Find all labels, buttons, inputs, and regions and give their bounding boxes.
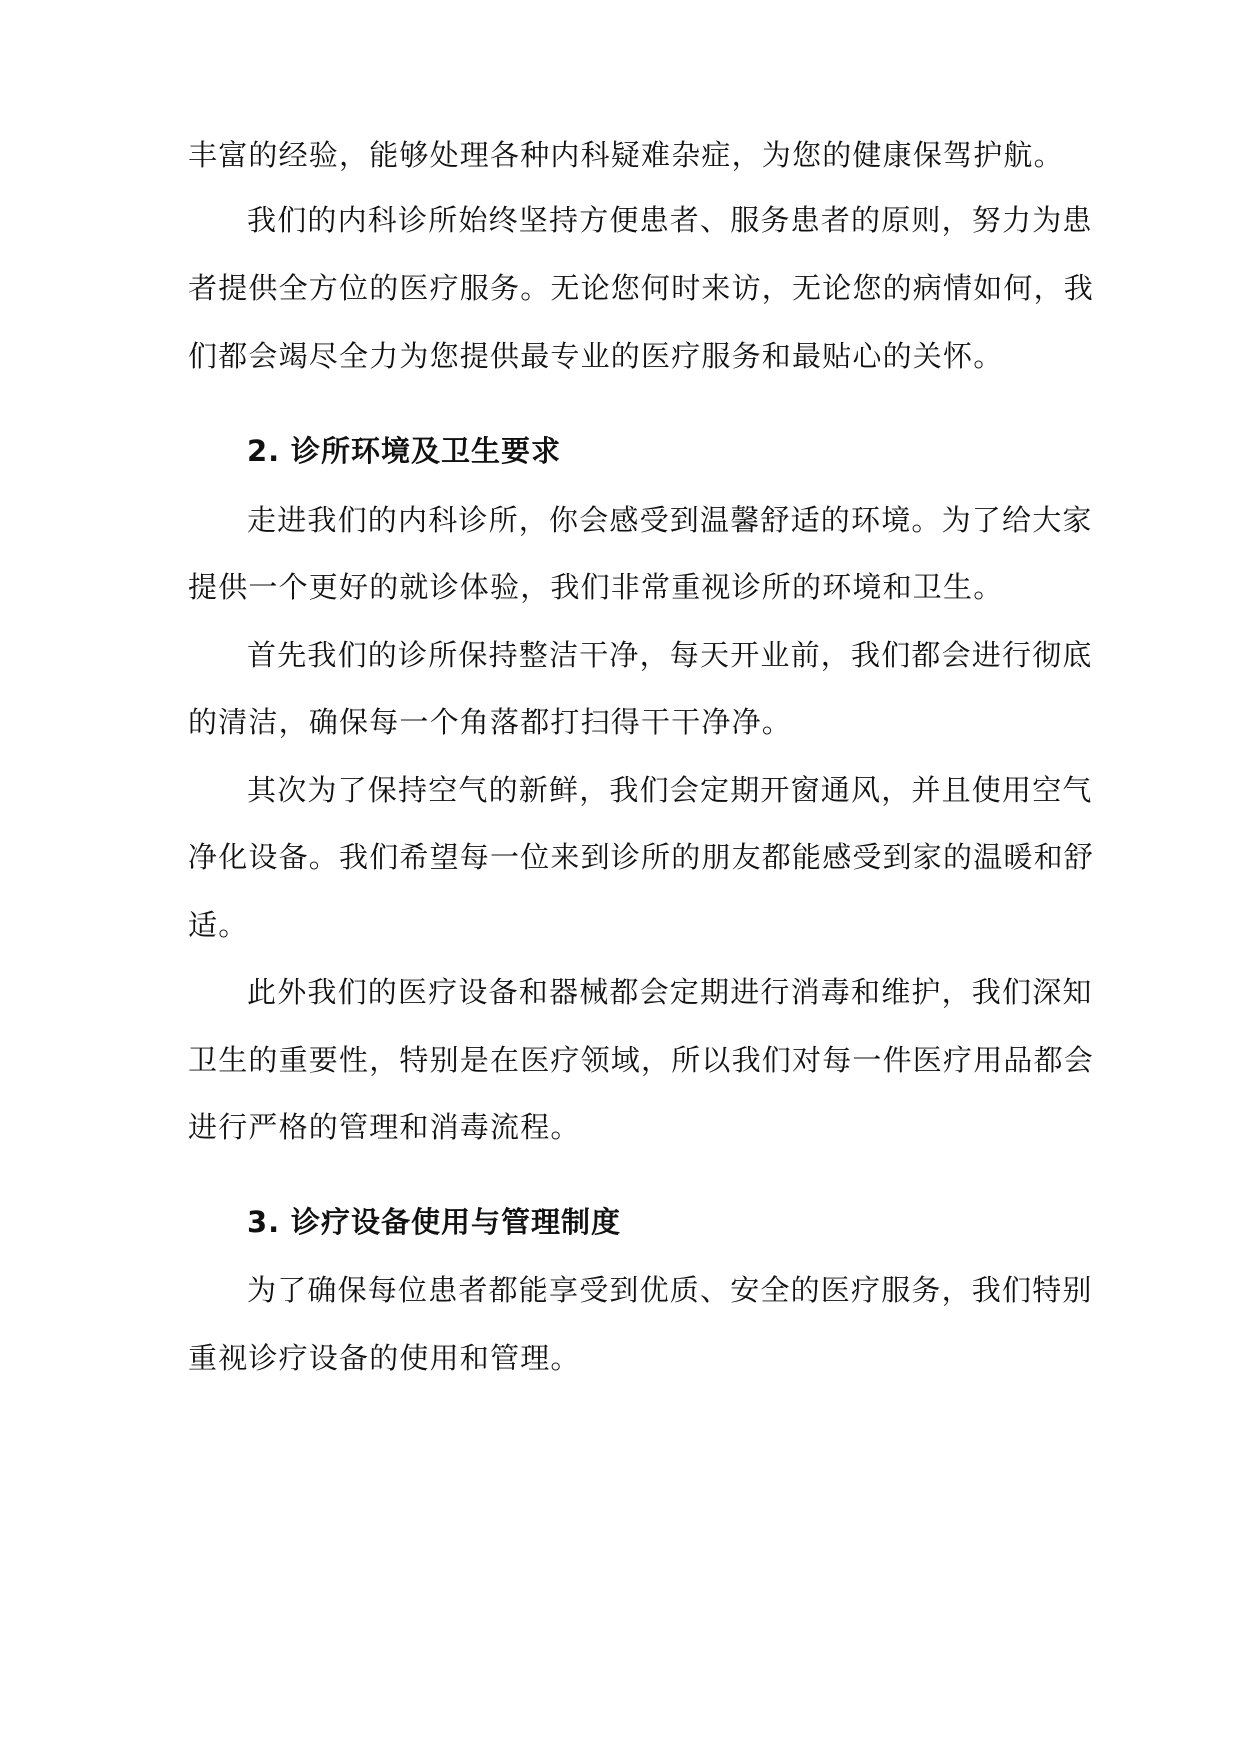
paragraph-line: 为了确保每位患者都能享受到优质、安全的医疗服务，我们特别	[247, 1273, 1093, 1307]
paragraph-line: 适。	[188, 908, 249, 942]
paragraph-line: 者提供全方位的医疗服务。无论您何时来访，无论您的病情如何，我	[188, 271, 1095, 305]
section-heading	[247, 431, 561, 471]
paragraph-line: 进行严格的管理和消毒流程。	[188, 1110, 581, 1144]
section-number: 2.	[247, 434, 281, 468]
paragraph-line: 丰富的经验，能够处理各种内科疑难杂症，为您的健康保驾护航。	[188, 138, 1064, 172]
paragraph-line: 卫生的重要性，特别是在医疗领域，所以我们对每一件医疗用品都会	[188, 1043, 1095, 1077]
paragraph-line: 我们的内科诊所始终坚持方便患者、服务患者的原则，努力为患	[247, 203, 1093, 237]
section-number: 3.	[247, 1205, 281, 1239]
section-title: 诊所环境及卫生要求	[291, 434, 562, 468]
paragraph-line: 其次为了保持空气的新鲜，我们会定期开窗通风，并且使用空气	[247, 773, 1093, 807]
paragraph-line: 首先我们的诊所保持整洁干净，每天开业前，我们都会进行彻底	[247, 638, 1093, 672]
paragraph-line: 净化设备。我们希望每一位来到诊所的朋友都能感受到家的温暖和舒	[188, 840, 1095, 874]
paragraph-line: 的清洁，确保每一个角落都打扫得干干净净。	[188, 705, 793, 739]
paragraph-line: 们都会竭尽全力为您提供最专业的医疗服务和最贴心的关怀。	[188, 339, 1004, 373]
section-heading	[247, 1202, 621, 1242]
section-title: 诊疗设备使用与管理制度	[291, 1205, 622, 1239]
paragraph-line: 重视诊疗设备的使用和管理。	[188, 1341, 581, 1375]
paragraph-line: 此外我们的医疗设备和器械都会定期进行消毒和维护，我们深知	[247, 975, 1093, 1009]
paragraph-line: 提供一个更好的就诊体验，我们非常重视诊所的环境和卫生。	[188, 570, 1004, 604]
paragraph-line: 走进我们的内科诊所，你会感受到温馨舒适的环境。为了给大家	[247, 503, 1093, 537]
